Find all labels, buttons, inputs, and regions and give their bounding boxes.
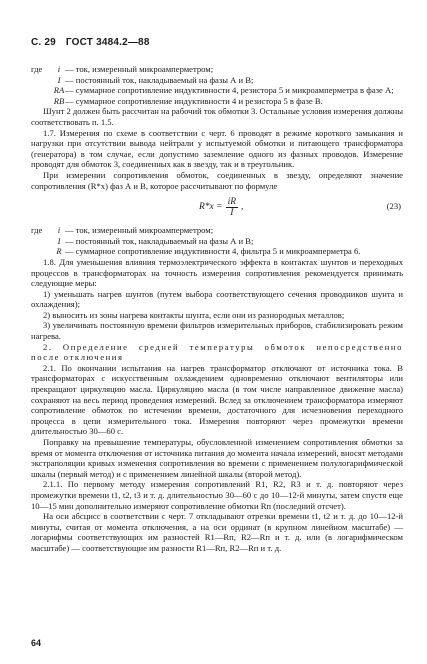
paragraph-2-1-1: 2.1.1. По первому методу измерения сопротивлений R1, R2, R3 и т. д. повторяют через промежутки времени t1, t2, t3 и т. д. длительностью 30—60 с до 10—12-й минуты, затем спустя еще 10—15 мин дополнительно измеряют сопротивление обмотки Rп (последний отсчет).	[31, 479, 403, 511]
definition-row: I — постоянный ток, накладываемый на фазы А и В;	[57, 235, 254, 246]
paragraph-star: При измерении сопротивления обмоток, соединенных в звезду, определяют значение сопротивления (R*x) фаз А и В, которое рассчитывают по формуле	[31, 169, 403, 191]
list-item: 2) выносить из зоны нагрева контакты шунта, если они из разнородных металлов;	[43, 309, 345, 320]
definition-row: R — суммарное сопротивление индуктивности 4, фильтра 5 и микроамперметра 6.	[56, 246, 361, 257]
formula-23	[31, 193, 403, 223]
standard-code: ГОСТ 3484.2—88	[65, 37, 150, 48]
definitions-list-1	[31, 64, 403, 106]
definition-row: RA — суммарное сопротивление индуктивности 4, резистора 5 и микроамперметра в фазе А;	[53, 85, 394, 96]
formula-denominator: I	[230, 208, 234, 219]
definitions-list-2	[31, 225, 403, 257]
definition-row: где i — ток, измеренный микроамперметром;	[31, 225, 214, 236]
paragraph-axis: На оси абсцисс в соответствии с черт. 7 откладывают отрезки времени t1, t2 и т. д. до 10—12-й минуты, считая от момента отключения, а на оси ординат (в крупном линейном масштабе) — логарифмы соответствующих им разностей R1—Rп, R2—Rп и т. д. или (в логарифмическом масштабе) — соответствующие им разности R1—Rп, R2—Rп и т. д.	[31, 511, 403, 553]
paragraph-shunt: Шунт 2 должен быть рассчитан на рабочий ток обмотки 3. Остальные условия измерения должны соответствовать п. 1.5.	[31, 106, 404, 127]
paragraph-1-7: 1.7. Измерения по схеме в соответствии с черт. 6 проводят в режиме короткого замыкания и нагрузки при отсутствии вывода нейтрали у испытуемой обмотки и питающего трансформатора (генератора) в том случае, если допустимо заземление одного из фазных проводов. Измерение проводят для обмоток 3, соединенных как в звезду, так и в треугольник.	[31, 127, 403, 170]
formula-lhs: R*x =	[199, 202, 223, 213]
definition-row: I — постоянный ток, накладываемый на фазы А и В;	[57, 74, 254, 85]
paragraph-1-8: 1.8. Для уменьшения влияния термоэлектрического эффекта в контактах шунтов и переходных процессов в трансформаторах на точность измерения сопротивления рекомендуется принимать следующие меры:	[31, 256, 403, 289]
page-content	[31, 64, 403, 554]
paragraph-correction: Поправку на превышение температуры, обусловленной изменением сопротивления обмотки за время от момента отключения от источника питания до момента начала измерений, вносят методами экстраполяции кривых изменения сопротивления во времени с применением полулогарифмической шкалы (первый метод) и с применением линейной шкалы (второй метод).	[31, 437, 403, 479]
equation-number: (23)	[386, 201, 401, 212]
formula-fraction	[226, 197, 238, 218]
list-item: 3) увеличивать постоянную времени фильтров измерительных приборов, стабилизировать режим нагрева.	[31, 320, 403, 342]
page-label: С. 29	[31, 37, 56, 48]
definition-row: где i — ток, измеренный микроамперметром;	[31, 64, 214, 74]
paragraph-2-1: 2.1. По окончании испытания на нагрев трансформатор отключают от источника тока. В трансформаторах с искусственным охлаждением одновременно отключают вентиляторы или прекращают циркуляцию масла. Циркуляцию масла (в том числе направленное движение масла) сохраняют на весь период проведения измерений. Вслед за отключением трансформатора измеряют сопротивление обмоток по истечении времени, достаточного для исчезновения переходного процесса в цепи измерительного тока. Измерения повторяют через промежутки времени длительностью 30—60 с.	[31, 362, 403, 437]
formula-tail: ,	[241, 202, 244, 213]
page-header	[31, 38, 157, 49]
definition-row: RB — суммарное сопротивление индуктивности 4 и резистора 5 в фазе В.	[53, 95, 323, 106]
page-number: 64	[31, 638, 42, 648]
formula-expression	[199, 197, 243, 218]
section-heading-2: 2. Определение средней температуры обмоток непосредственно после отключения	[31, 341, 403, 363]
list-item: 1) уменьшать нагрев шунтов (путем выбора соответствующего сечения проводников шунта и охлаждения);	[31, 288, 403, 310]
formula-numerator: iR	[227, 197, 237, 208]
